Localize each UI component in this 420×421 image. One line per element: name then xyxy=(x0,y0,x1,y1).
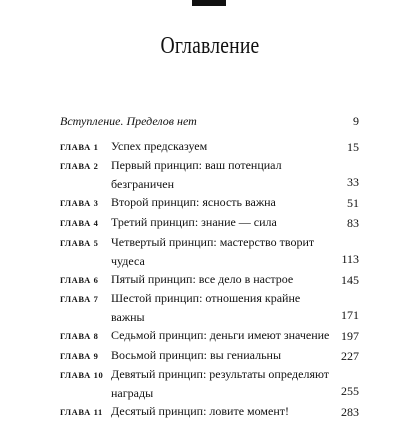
chapter-label: ГЛАВА 8 xyxy=(60,331,99,341)
chapter-title: Второй принцип: ясность важна xyxy=(111,195,276,209)
top-rule xyxy=(192,0,226,6)
chapter-label: ГЛАВА 5 xyxy=(60,238,99,248)
chapter-label: ГЛАВА 4 xyxy=(60,218,99,228)
chapter-page: 51 xyxy=(347,196,359,210)
chapter-label: ГЛАВА 6 xyxy=(60,275,99,285)
chapter-title: Четвертый принцип: мастерство творит чудеса xyxy=(111,235,315,268)
chapter-label: ГЛАВА 11 xyxy=(60,407,103,417)
chapter-label: ГЛАВА 10 xyxy=(60,370,104,380)
page-title: Оглавление xyxy=(160,33,260,59)
chapter-title: Седьмой принцип: деньги имеют значение xyxy=(111,328,330,342)
chapter-title: Десятый принцип: ловите момент! xyxy=(111,404,289,418)
chapter-label: ГЛАВА 3 xyxy=(60,198,99,208)
chapter-label: ГЛАВА 7 xyxy=(60,294,99,304)
chapter-page: 227 xyxy=(341,349,359,363)
chapter-title: Третий принцип: знание — сила xyxy=(111,215,277,229)
chapter-title: Первый принцип: ваш потенциал безграничен xyxy=(111,158,282,191)
chapter-label: ГЛАВА 1 xyxy=(60,142,99,152)
chapter-label: ГЛАВА 9 xyxy=(60,351,99,361)
chapter-page: 113 xyxy=(341,252,359,266)
chapter-page: 33 xyxy=(347,175,359,189)
chapter-label: ГЛАВА 2 xyxy=(60,161,99,171)
chapter-page: 171 xyxy=(341,308,359,322)
chapter-page: 197 xyxy=(341,329,359,343)
chapter-title: Восьмой принцип: вы гениальны xyxy=(111,348,282,362)
chapter-page: 83 xyxy=(347,216,359,230)
chapter-page: 15 xyxy=(347,140,359,154)
chapter-title: Пятый принцип: все дело в настрое xyxy=(111,272,294,286)
chapter-title: Девятый принцип: результаты определяют награды xyxy=(111,367,330,400)
chapter-title: Успех предсказуем xyxy=(111,139,208,153)
chapter-title: Шестой принцип: отношения крайне важны xyxy=(111,291,301,324)
toc-intro-title[interactable]: Вступление. Пределов нет xyxy=(60,114,197,128)
chapter-page: 283 xyxy=(341,405,359,419)
chapter-page: 255 xyxy=(341,384,359,398)
toc-intro-page: 9 xyxy=(353,114,359,128)
chapter-page: 145 xyxy=(341,273,359,287)
